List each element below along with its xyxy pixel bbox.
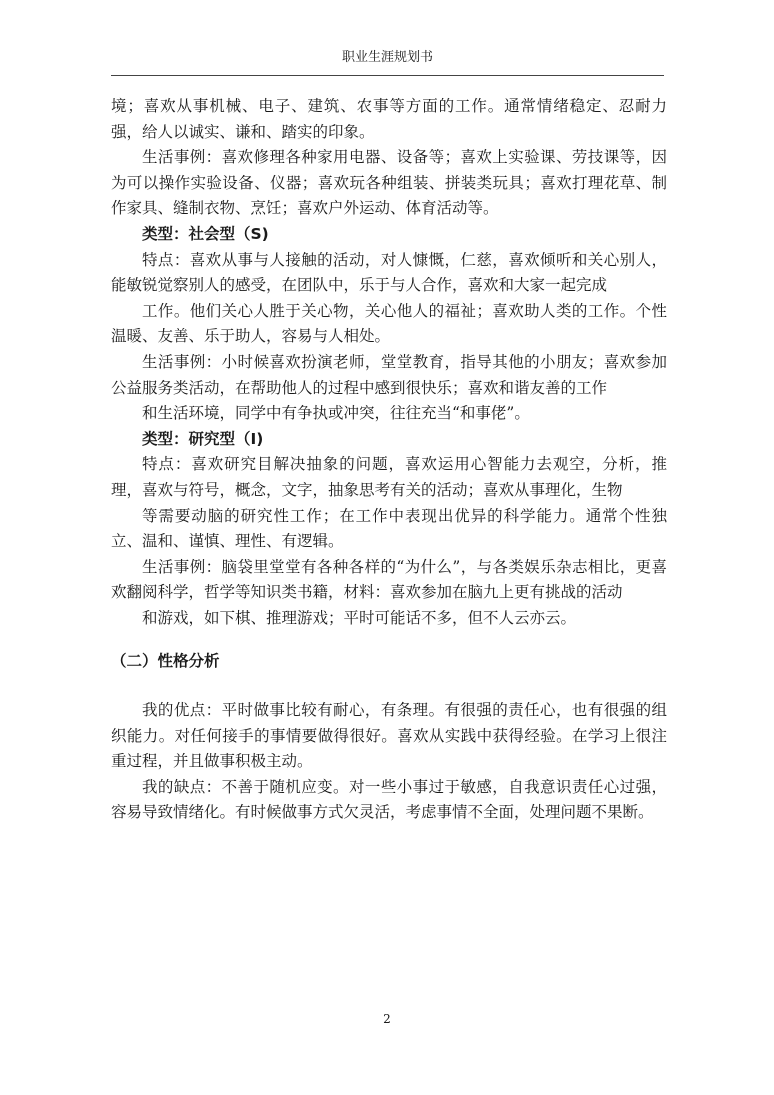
paragraph: 生活事例：喜欢修理各种家用电器、设备等；喜欢上实验课、劳技课等，因为可以操作实验设备、仪器；喜欢玩各种组装、拼装类玩具；喜欢打理花草、制作家具、缝制衣物、烹饪；喜欢户外运动、体育活动等。	[111, 148, 667, 218]
type-heading-social: 类型：社会型（S)	[142, 224, 269, 243]
page-header-title: 职业生涯规划书	[341, 50, 433, 65]
paragraph: 工作。他们关心人胜于关心物，关心他人的福祉；喜欢助人类的工作。个性温暖、友善、乐于助人，容易与人相处。	[111, 301, 667, 346]
paragraph: 和生活环境，同学中有争执或冲突，往往充当“和事佬”。	[142, 404, 530, 423]
paragraph: 特点：喜欢从事与人接触的活动，对人慷慨，仁慈，喜欢倾听和关心别人，能敏锐觉察别人的感受，在团队中，乐于与人合作，喜欢和大家一起完成	[111, 250, 667, 295]
paragraph: 特点：喜欢研究目解决抽象的问题，喜欢运用心智能力去观空，分析，推理，喜欢与符号，概念，文字，抽象思考有关的活动；喜欢从事理化，生物	[111, 455, 667, 499]
header-divider	[111, 75, 664, 76]
paragraph-strengths: 我的优点：平时做事比较有耐心，有条理。有很强的责任心，也有很强的组织能力。对任何接手的事情要做得很好。喜欢从实践中获得经验。在学习上很注重过程，并且做事积极主动。	[111, 701, 667, 771]
paragraph: 境；喜欢从事机械、电子、建筑、农事等方面的工作。通常情绪稳定、忍耐力强，给人以诚实、谦和、踏实的印象。	[111, 97, 667, 141]
document-body	[111, 94, 667, 826]
paragraph: 生活事例：小时候喜欢扮演老师，堂堂教育，指导其他的小朋友；喜欢参加公益服务类活动，在帮助他人的过程中感到很快乐；喜欢和谐友善的工作	[111, 352, 667, 397]
type-heading-investigative: 类型：研究型（I)	[142, 429, 264, 448]
section-heading-personality: （二）性格分析	[111, 652, 220, 671]
page-number: 2	[383, 1012, 391, 1026]
paragraph-weaknesses: 我的缺点：不善于随机应变。对一些小事过于敏感，自我意识责任心过强，容易导致情绪化。有时候做事方式欠灵活，考虑事情不全面，处理问题不果断。	[111, 777, 667, 822]
paragraph: 生活事例：脑袋里堂堂有各种各样的“为什么”，与各类娱乐杂志相比，更喜欢翻阅科学，哲学等知识类书籍，材料：喜欢参加在脑九上更有挑战的活动	[111, 557, 667, 602]
paragraph: 和游戏，如下棋、推理游戏；平时可能话不多，但不人云亦云。	[142, 608, 577, 627]
paragraph: 等需要动脑的研究性工作；在工作中表现出优异的科学能力。通常个性独立、温和、谨慎、理性、有逻辑。	[111, 506, 667, 551]
